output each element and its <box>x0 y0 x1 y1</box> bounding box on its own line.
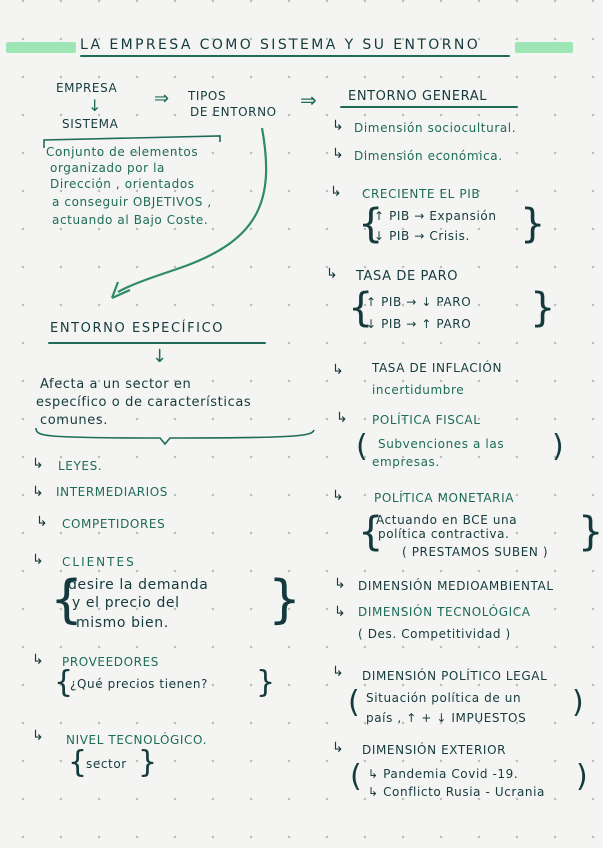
definicion-line: actuando al Bajo Coste. <box>52 213 209 227</box>
monetaria-note-line: política contractiva. <box>378 527 510 541</box>
brace-open: { <box>358 201 384 247</box>
tecnologica-note: ( Des. Competitividad ) <box>358 627 511 641</box>
pib-line: ↓ PIB → Crisis. <box>374 229 470 243</box>
hook-arrow-icon: ↳ <box>332 118 344 134</box>
brace-close: } <box>268 570 302 630</box>
general-underline <box>340 106 518 108</box>
inflacion-note: incertidumbre <box>372 383 465 397</box>
brace-open: ( <box>356 429 368 464</box>
exterior-note-line: ↳ Conflicto Rusia - Ucrania <box>368 785 546 799</box>
fiscal-title: POLÍTICA FISCAL <box>372 413 481 427</box>
brace-close: } <box>138 745 158 780</box>
item-leyes: LEYES. <box>58 459 103 473</box>
hook-arrow-icon: ↳ <box>326 266 338 282</box>
brace-open: { <box>50 570 84 630</box>
monetaria-note-line: ( PRESTAMOS SUBEN ) <box>402 545 549 559</box>
down-arrow-icon: ↓ <box>152 346 168 367</box>
fiscal-note-line: empresas. <box>372 455 440 469</box>
brace-close: } <box>520 201 546 247</box>
politico-note-line: país , ↑ + ↓ IMPUESTOS <box>366 711 527 725</box>
hook-arrow-icon: ↳ <box>32 484 44 500</box>
hook-arrow-icon: ↳ <box>32 552 44 568</box>
inflacion-title: TASA DE INFLACIÓN <box>372 361 503 375</box>
title-highlight-left <box>6 42 76 53</box>
hook-arrow-icon: ↳ <box>332 488 344 504</box>
clientes-note-line: mismo bien. <box>76 615 169 631</box>
item-intermediarios: INTERMEDIARIOS <box>56 485 169 499</box>
brace-close: ) <box>576 759 588 794</box>
pib-title: CRECIENTE EL PIB <box>362 187 481 201</box>
empresa-label: EMPRESA <box>56 81 118 95</box>
clientes-note-line: desire la demanda <box>68 577 209 593</box>
brace-open: { <box>68 745 88 780</box>
especifico-def-line: Afecta a un sector en <box>40 377 192 392</box>
tipos-label-1: TIPOS <box>188 89 227 103</box>
brace-open: ( <box>350 759 362 794</box>
hook-arrow-icon: ↳ <box>332 146 344 162</box>
especifico-def-line: comunes. <box>40 413 108 428</box>
definicion-line: Conjunto de elementos <box>46 145 199 159</box>
hook-arrow-icon: ↳ <box>332 362 344 378</box>
especifico-title: ENTORNO ESPECÍFICO <box>50 321 225 336</box>
definicion-line: a conseguir OBJETIVOS , <box>52 195 212 209</box>
brace-close: } <box>530 285 556 331</box>
general-title: ENTORNO GENERAL <box>348 89 488 104</box>
especifico-underline <box>48 342 266 344</box>
hook-arrow-icon: ↳ <box>332 664 344 680</box>
paro-line: ↑ PIB → ↓ PARO <box>366 295 472 309</box>
hook-arrow-icon: ↳ <box>32 728 44 744</box>
page-title: LA EMPRESA COMO SISTEMA Y SU ENTORNO <box>80 37 481 53</box>
exterior-title: DIMENSIÓN EXTERIOR <box>362 743 507 757</box>
monetaria-note-line: Actuando en BCE una <box>376 513 518 527</box>
item-clientes: CLIENTES <box>62 555 136 569</box>
fiscal-note-line: Subvenciones a las <box>378 437 505 451</box>
especifico-def-line: específico o de características <box>36 395 252 410</box>
definicion-line: organizado por la <box>50 161 165 175</box>
monetaria-title: POLÍTICA MONETARIA <box>374 491 515 505</box>
exterior-note-line: ↳ Pandemia Covid -19. <box>368 767 519 781</box>
hook-arrow-icon: ↳ <box>332 740 344 756</box>
pib-line: ↑ PIB → Expansión <box>374 209 497 223</box>
hook-arrow-icon: ↳ <box>330 184 342 200</box>
brace-open: { <box>348 285 374 331</box>
medioambiental-title: DIMENSIÓN MEDIOAMBIENTAL <box>358 579 554 593</box>
brace-open: { <box>54 665 74 700</box>
hook-arrow-icon: ↳ <box>32 456 44 472</box>
brace-close: } <box>578 509 603 555</box>
proveedores-note: ¿Qué precios tienen? <box>70 677 209 691</box>
tipos-label-2: DE ENTORNO <box>190 105 277 119</box>
dim-economica: Dimensión económica. <box>354 149 503 163</box>
down-arrow-icon: ↓ <box>88 96 102 115</box>
brace-close: } <box>256 665 276 700</box>
double-arrow-icon: ⇒ <box>300 88 317 112</box>
brace-open: ( <box>348 685 360 720</box>
tecnologica-title: DIMENSIÓN TECNOLÓGICA <box>358 605 531 619</box>
politico-title: DIMENSIÓN POLÍTICO LEGAL <box>362 669 548 683</box>
paro-line: ↓ PIB → ↑ PARO <box>366 317 472 331</box>
brace-close: ) <box>572 685 584 720</box>
brace-open: { <box>358 509 384 555</box>
brace-close: ) <box>552 429 564 464</box>
hook-arrow-icon: ↳ <box>336 410 348 426</box>
hook-arrow-icon: ↳ <box>36 514 48 530</box>
hook-arrow-icon: ↳ <box>32 652 44 668</box>
hook-arrow-icon: ↳ <box>334 604 346 620</box>
sistema-label: SISTEMA <box>62 117 119 131</box>
paro-title: TASA DE PARO <box>356 269 459 284</box>
double-arrow-icon: ⇒ <box>154 88 170 109</box>
item-proveedores: PROVEEDORES <box>62 655 160 669</box>
item-competidores: COMPETIDORES <box>62 517 166 531</box>
nivel-tecnologico-note: sector <box>86 757 127 771</box>
politico-note-line: Situación política de un <box>366 691 522 705</box>
hook-arrow-icon: ↳ <box>334 576 346 592</box>
title-highlight-right <box>515 42 573 53</box>
dim-sociocultural: Dimensión sociocultural. <box>354 121 517 135</box>
title-underline <box>80 55 510 57</box>
clientes-note-line: y el precio del <box>72 595 180 611</box>
definicion-line: Dirección , orientados <box>50 177 195 191</box>
item-nivel-tecnologico: NIVEL TECNOLÓGICO. <box>66 733 208 747</box>
